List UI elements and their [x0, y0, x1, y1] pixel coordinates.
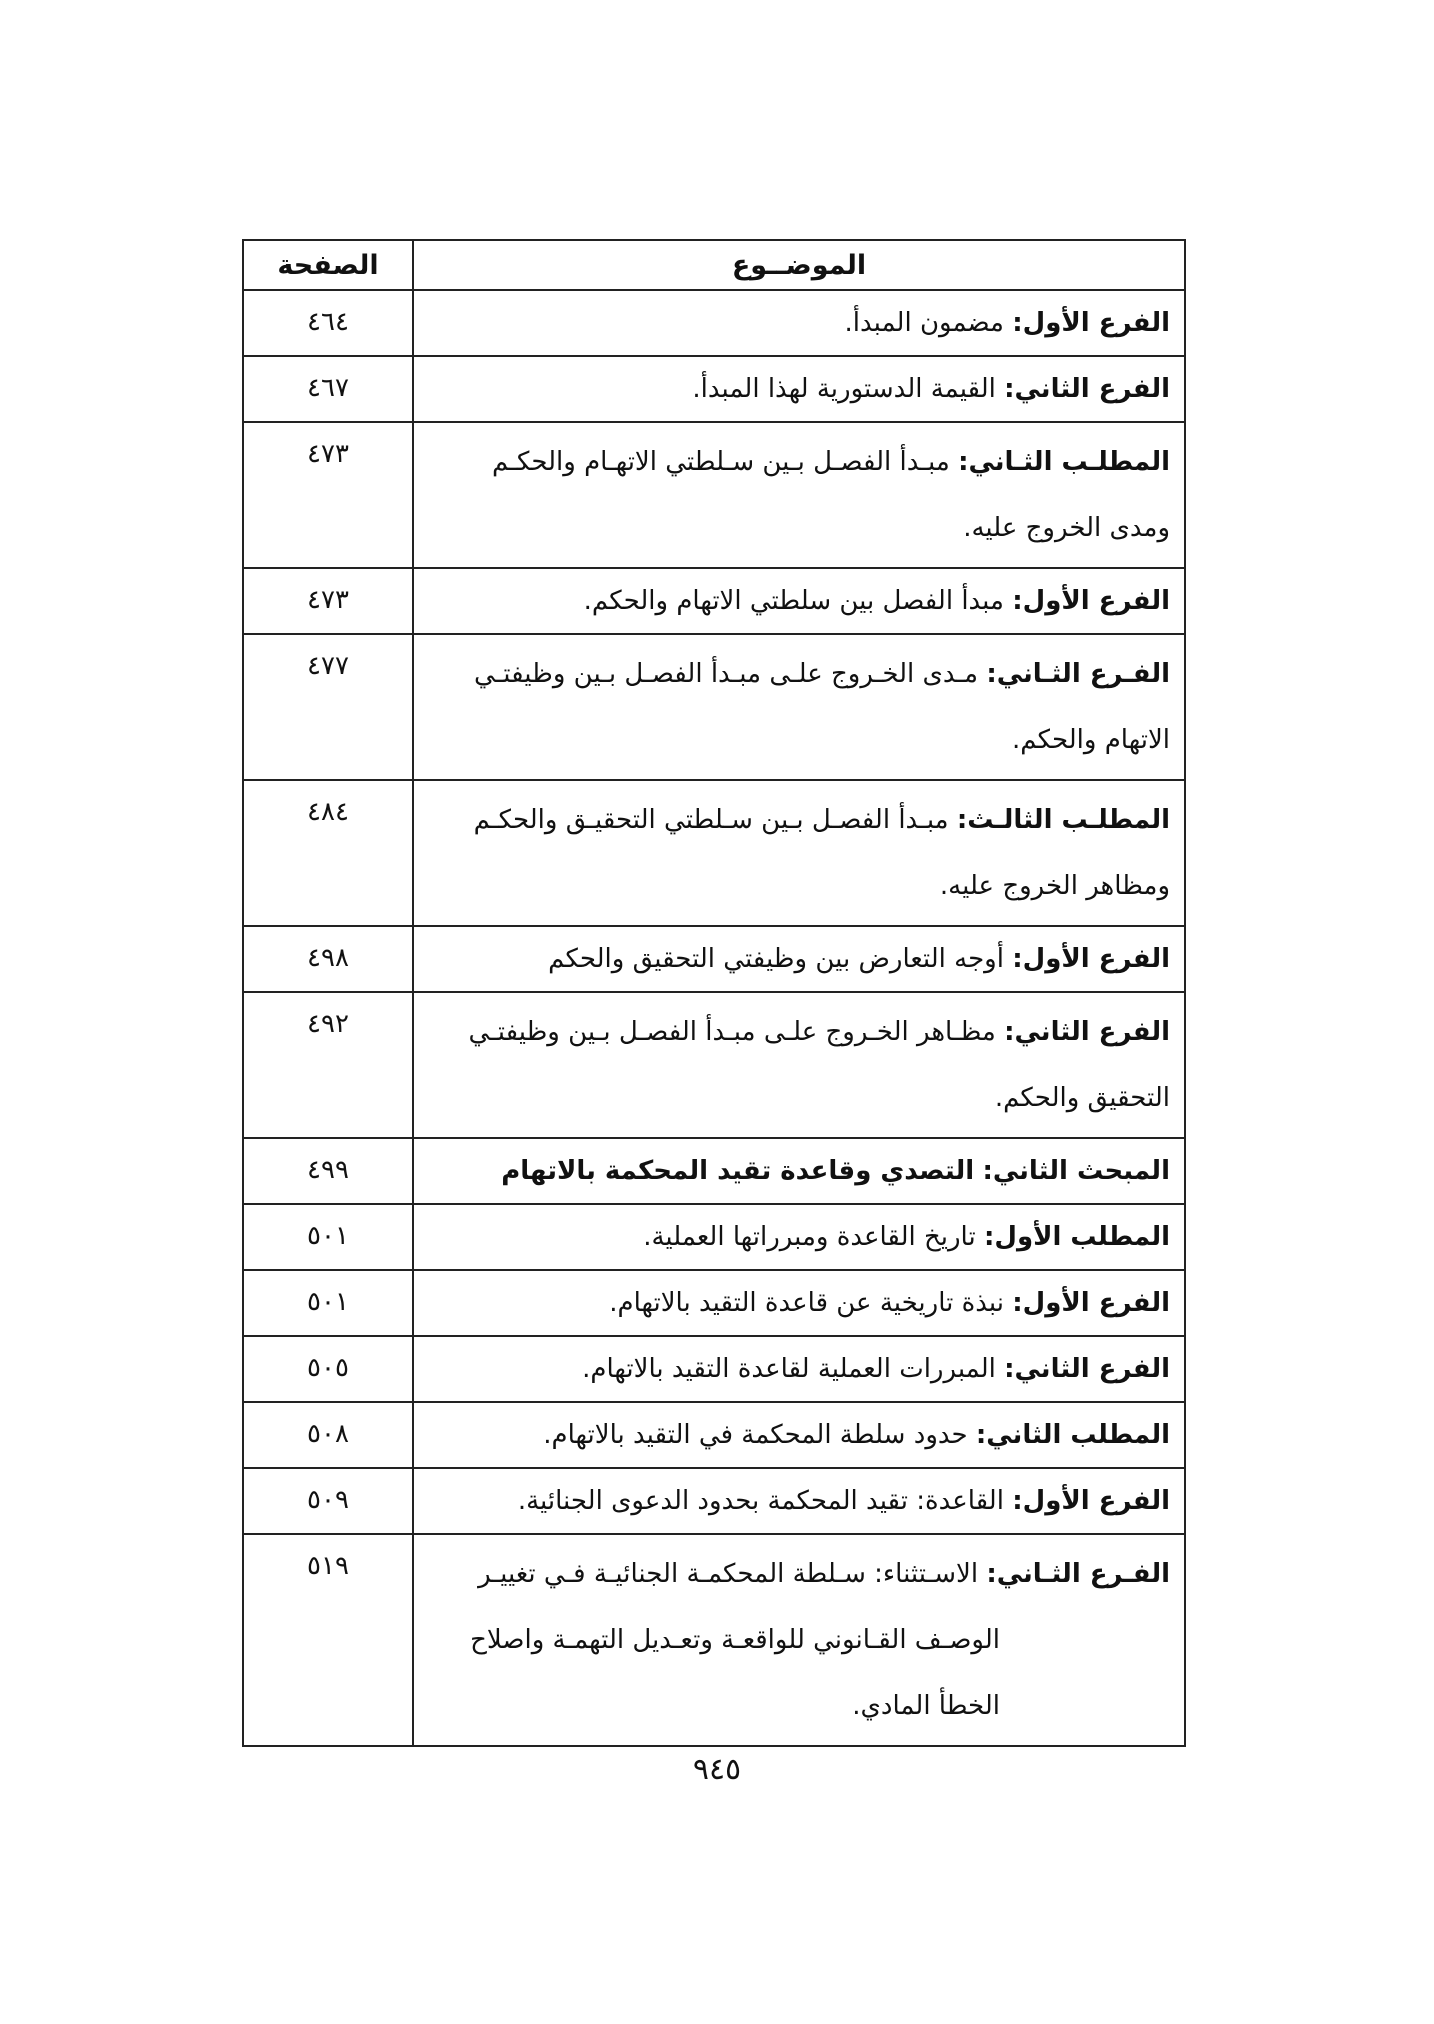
table-row — [243, 1204, 1185, 1270]
entry-label: الفرع الثاني: — [1004, 1017, 1170, 1047]
entry-text: الاسـتثناء: سـلطة المحكمـة الجنائيـة فـي تغييـر — [478, 1559, 979, 1589]
page-cell: ٤٩٨ — [243, 926, 413, 992]
entry-text: مبـدأ الفصـل بـين سـلطتي التحقيـق والحكـم ومظاهر الخروج عليه. — [473, 805, 1170, 901]
page-cell: ٤٧٣ — [243, 568, 413, 634]
entry-label: الفـرع الثـاني: — [986, 1559, 1170, 1589]
page-cell: ٥٠١ — [243, 1204, 413, 1270]
entry-label: المطلـب الثالـث: — [956, 805, 1170, 835]
page-cell: ٥٠٨ — [243, 1402, 413, 1468]
subject-cell — [413, 1270, 1185, 1336]
subject-cell — [413, 356, 1185, 422]
table-row — [243, 356, 1185, 422]
entry-text: التصدي وقاعدة تقيد المحكمة بالاتهام — [501, 1156, 975, 1186]
table-row — [243, 634, 1185, 780]
entry-label: المطلـب الثـاني: — [958, 447, 1170, 477]
entry-text: تاريخ القاعدة ومبرراتها العملية. — [643, 1222, 976, 1252]
table-header-row — [243, 240, 1185, 290]
entry-text: مظـاهر الخـروج علـى مبـدأ الفصـل بـين وظيفتـي التحقيق والحكم. — [468, 1017, 1170, 1113]
entry-text: المبررات العملية لقاعدة التقيد بالاتهام. — [582, 1354, 996, 1384]
table-row — [243, 568, 1185, 634]
entry-label: الفرع الأول: — [1012, 944, 1170, 974]
entry-label: الفرع الأول: — [1012, 586, 1170, 616]
page-cell: ٤٧٧ — [243, 634, 413, 780]
table-row — [243, 1270, 1185, 1336]
table-row — [243, 992, 1185, 1138]
entry-label: الفرع الثاني: — [1004, 374, 1170, 404]
entry-label: المطلب الأول: — [983, 1222, 1170, 1252]
entry-text: مـدى الخـروج علـى مبـدأ الفصـل بـين وظيفتـي الاتهام والحكم. — [474, 659, 1170, 755]
table-row — [243, 1138, 1185, 1204]
entry-label: المبحث الثاني: — [982, 1156, 1170, 1186]
subject-cell — [413, 1336, 1185, 1402]
table-row — [243, 1336, 1185, 1402]
table-row — [243, 422, 1185, 568]
entry-text: مضمون المبدأ. — [844, 308, 1004, 338]
subject-cell — [413, 1402, 1185, 1468]
page-cell: ٤٧٣ — [243, 422, 413, 568]
subject-cell — [413, 780, 1185, 926]
page-cell: ٤٦٧ — [243, 356, 413, 422]
entry-text: حدود سلطة المحكمة في التقيد بالاتهام. — [543, 1420, 968, 1450]
table-row — [243, 1402, 1185, 1468]
entry-text: مبدأ الفصل بين سلطتي الاتهام والحكم. — [583, 586, 1004, 616]
entry-text: القيمة الدستورية لهذا المبدأ. — [692, 374, 996, 404]
page-cell: ٤٩٢ — [243, 992, 413, 1138]
entry-label: الفرع الأول: — [1012, 1486, 1170, 1516]
page-cell: ٥٠٥ — [243, 1336, 413, 1402]
subject-cell — [413, 568, 1185, 634]
table-row — [243, 926, 1185, 992]
entry-label: الفرع الأول: — [1012, 1288, 1170, 1318]
entry-text: القاعدة: تقيد المحكمة بحدود الدعوى الجنائية. — [517, 1486, 1004, 1516]
subject-cell — [413, 290, 1185, 356]
page-cell: ٥٠٩ — [243, 1468, 413, 1534]
header-page: الصفحة — [243, 240, 413, 290]
subject-cell — [413, 992, 1185, 1138]
subject-cell — [413, 1468, 1185, 1534]
page-cell: ٥٠١ — [243, 1270, 413, 1336]
page-number: ٩٤٥ — [692, 1752, 742, 1787]
table-row — [243, 1468, 1185, 1534]
header-subject: الموضــوع — [413, 240, 1185, 290]
subject-cell — [413, 1204, 1185, 1270]
entry-label: الفرع الأول: — [1012, 308, 1170, 338]
subject-cell — [413, 422, 1185, 568]
table-row — [243, 780, 1185, 926]
entry-text: نبذة تاريخية عن قاعدة التقيد بالاتهام. — [609, 1288, 1004, 1318]
page-cell: ٥١٩ — [243, 1534, 413, 1746]
table-row — [243, 290, 1185, 356]
subject-cell — [413, 634, 1185, 780]
entry-text-continued: الوصـف القـانوني للواقعـة وتعـديل التهمـة واصلاح الخطأ المادي. — [470, 1625, 1000, 1721]
entry-text: أوجه التعارض بين وظيفتي التحقيق والحكم — [548, 944, 1004, 974]
page-cell: ٤٨٤ — [243, 780, 413, 926]
entry-label: الفرع الثاني: — [1004, 1354, 1170, 1384]
entry-label: الفـرع الثـاني: — [986, 659, 1170, 689]
subject-cell — [413, 1534, 1185, 1746]
subject-cell — [413, 1138, 1185, 1204]
page-cell: ٤٩٩ — [243, 1138, 413, 1204]
page-cell: ٤٦٤ — [243, 290, 413, 356]
table-row — [243, 1534, 1185, 1746]
entry-text: مبـدأ الفصـل بـين سـلطتي الاتهـام والحكـم ومدى الخروج عليه. — [492, 447, 1170, 543]
table-of-contents — [242, 239, 1186, 1747]
entry-label: المطلب الثاني: — [975, 1420, 1170, 1450]
subject-cell — [413, 926, 1185, 992]
